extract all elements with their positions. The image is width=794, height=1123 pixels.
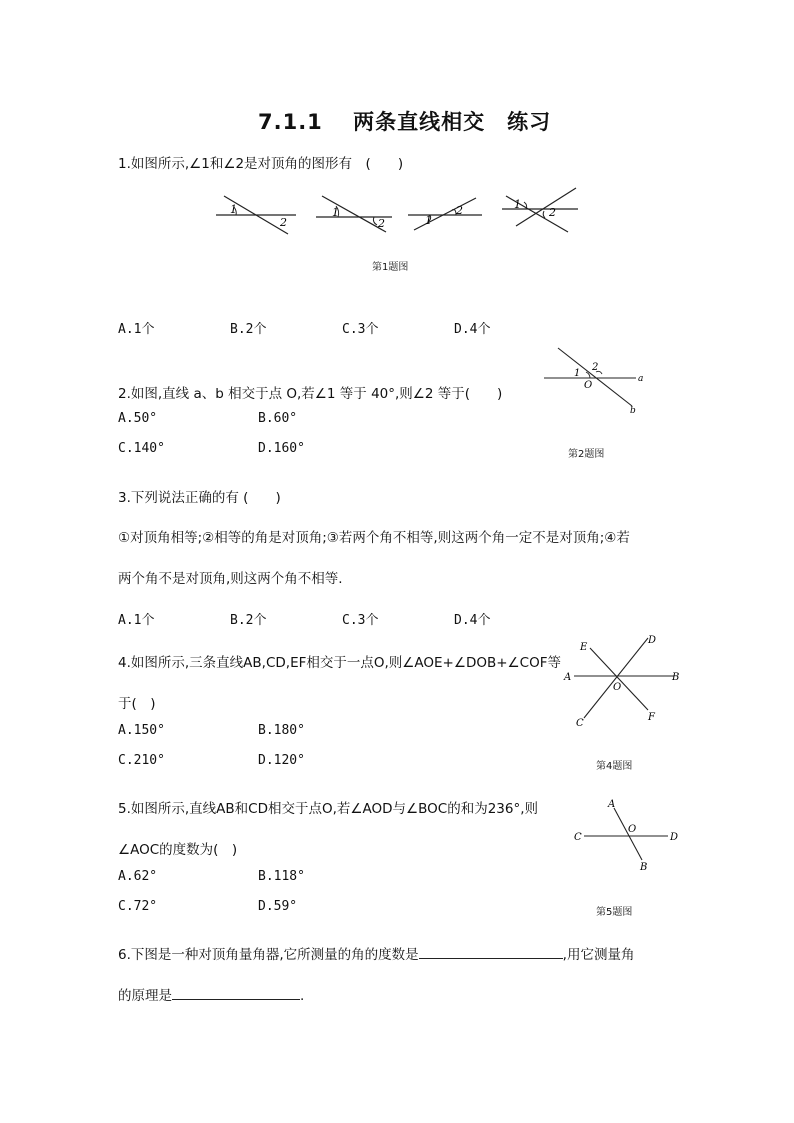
q4-label-e: E bbox=[580, 642, 588, 653]
q2-option-b: B.60° bbox=[258, 411, 298, 426]
q6-line-1 bbox=[118, 943, 634, 963]
q5-text-cont: ∠AOC的度数为( ) bbox=[118, 842, 238, 858]
q1-figure-b bbox=[316, 196, 392, 232]
q6-text-b: ,用它测量角 bbox=[562, 947, 635, 963]
q1-option-a: A.1个 bbox=[118, 322, 155, 337]
q2-option-d: D.160° bbox=[258, 441, 305, 456]
q3-statements-line-1: ①对顶角相等;②相等的角是对顶角;③若两个角不相等,则这两个角一定不是对顶角;④若 bbox=[118, 530, 630, 546]
q2-label-a: a bbox=[638, 374, 644, 384]
q1-text: 1.如图所示,∠1和∠2是对顶角的图形有 ( ) bbox=[118, 156, 404, 172]
q4-label-b: B bbox=[672, 672, 680, 683]
q5-label-b: B bbox=[640, 862, 648, 873]
q4-label-o: O bbox=[613, 682, 622, 693]
q1-figures bbox=[210, 186, 580, 238]
q4-label-a: A bbox=[564, 672, 572, 683]
q1-figure-b-label-2: 2 bbox=[378, 217, 385, 230]
q4-text-cont: 于( ) bbox=[118, 696, 156, 712]
page-title: 7.1.1 两条直线相交 练习 bbox=[258, 110, 552, 134]
q4-caption: 第4题图 bbox=[596, 761, 633, 772]
q5-option-b: B.118° bbox=[258, 869, 305, 884]
q3-option-b: B.2个 bbox=[230, 613, 267, 628]
q5-caption: 第5题图 bbox=[596, 907, 633, 918]
q3-option-a: A.1个 bbox=[118, 613, 155, 628]
q4-option-d: D.120° bbox=[258, 753, 305, 768]
q5-label-a: A bbox=[608, 799, 616, 810]
q1-figure-c bbox=[408, 198, 482, 230]
q4-option-c: C.210° bbox=[118, 753, 165, 768]
q4-figure bbox=[562, 632, 686, 728]
q5-label-d: D bbox=[670, 832, 679, 843]
q1-figure-b-label-1: 1 bbox=[332, 206, 339, 219]
q5-option-c: C.72° bbox=[118, 899, 158, 914]
q5-label-o: O bbox=[628, 824, 637, 835]
q1-option-c: C.3个 bbox=[342, 322, 379, 337]
q6-line-2 bbox=[118, 984, 304, 1004]
q3-statements-line-2: 两个角不是对顶角,则这两个角不相等. bbox=[118, 571, 343, 587]
q1-option-d: D.4个 bbox=[454, 322, 491, 337]
q3-text: 3.下列说法正确的有 ( ) bbox=[118, 490, 281, 506]
q6-answer-blank-1[interactable] bbox=[419, 944, 563, 959]
q2-figure bbox=[540, 346, 650, 418]
q5-figure bbox=[570, 796, 682, 874]
q1-figure-a-label-2: 2 bbox=[280, 216, 287, 229]
q4-option-a: A.150° bbox=[118, 723, 165, 738]
q5-option-d: D.59° bbox=[258, 899, 298, 914]
q5-label-c: C bbox=[574, 832, 582, 843]
q6-text-d: . bbox=[300, 988, 305, 1004]
q1-figure-c-label-1: 1 bbox=[425, 214, 432, 227]
q4-option-b: B.180° bbox=[258, 723, 305, 738]
q5-option-a: A.62° bbox=[118, 869, 158, 884]
q6-text-c: 的原理是 bbox=[118, 988, 172, 1004]
q4-label-c: C bbox=[576, 718, 584, 729]
q2-label-o: O bbox=[584, 380, 593, 391]
q2-option-c: C.140° bbox=[118, 441, 165, 456]
q2-caption: 第2题图 bbox=[568, 449, 605, 460]
q4-label-d: D bbox=[648, 635, 657, 646]
q2-label-1: 1 bbox=[574, 368, 581, 379]
q3-option-c: C.3个 bbox=[342, 613, 379, 628]
q2-label-2: 2 bbox=[592, 362, 599, 373]
q5-text: 5.如图所示,直线AB和CD相交于点O,若∠AOD与∠BOC的和为236°,则 bbox=[118, 801, 539, 817]
q4-label-f: F bbox=[648, 712, 655, 723]
q1-caption: 第1题图 bbox=[372, 262, 409, 273]
q4-text: 4.如图所示,三条直线AB,CD,EF相交于一点O,则∠AOE+∠DOB+∠COF等 bbox=[118, 655, 561, 671]
q6-text-a: 6.下图是一种对顶角量角器,它所测量的角的度数是 bbox=[118, 947, 419, 963]
q1-figure-a-label-1: 1 bbox=[230, 203, 237, 216]
q1-figure-c-label-2: 2 bbox=[456, 204, 463, 217]
q2-option-a: A.50° bbox=[118, 411, 158, 426]
q1-figure-d bbox=[502, 188, 578, 232]
q1-figure-a bbox=[216, 196, 296, 234]
q1-figure-d-label-1: 1 bbox=[514, 198, 521, 211]
q3-option-d: D.4个 bbox=[454, 613, 491, 628]
q2-text: 2.如图,直线 a、b 相交于点 O,若∠1 等于 40°,则∠2 等于( ) bbox=[118, 386, 503, 402]
q2-label-b: b bbox=[630, 406, 636, 416]
q1-figure-d-label-2: 2 bbox=[549, 206, 556, 219]
q1-option-b: B.2个 bbox=[230, 322, 267, 337]
q6-answer-blank-2[interactable] bbox=[172, 985, 300, 1000]
